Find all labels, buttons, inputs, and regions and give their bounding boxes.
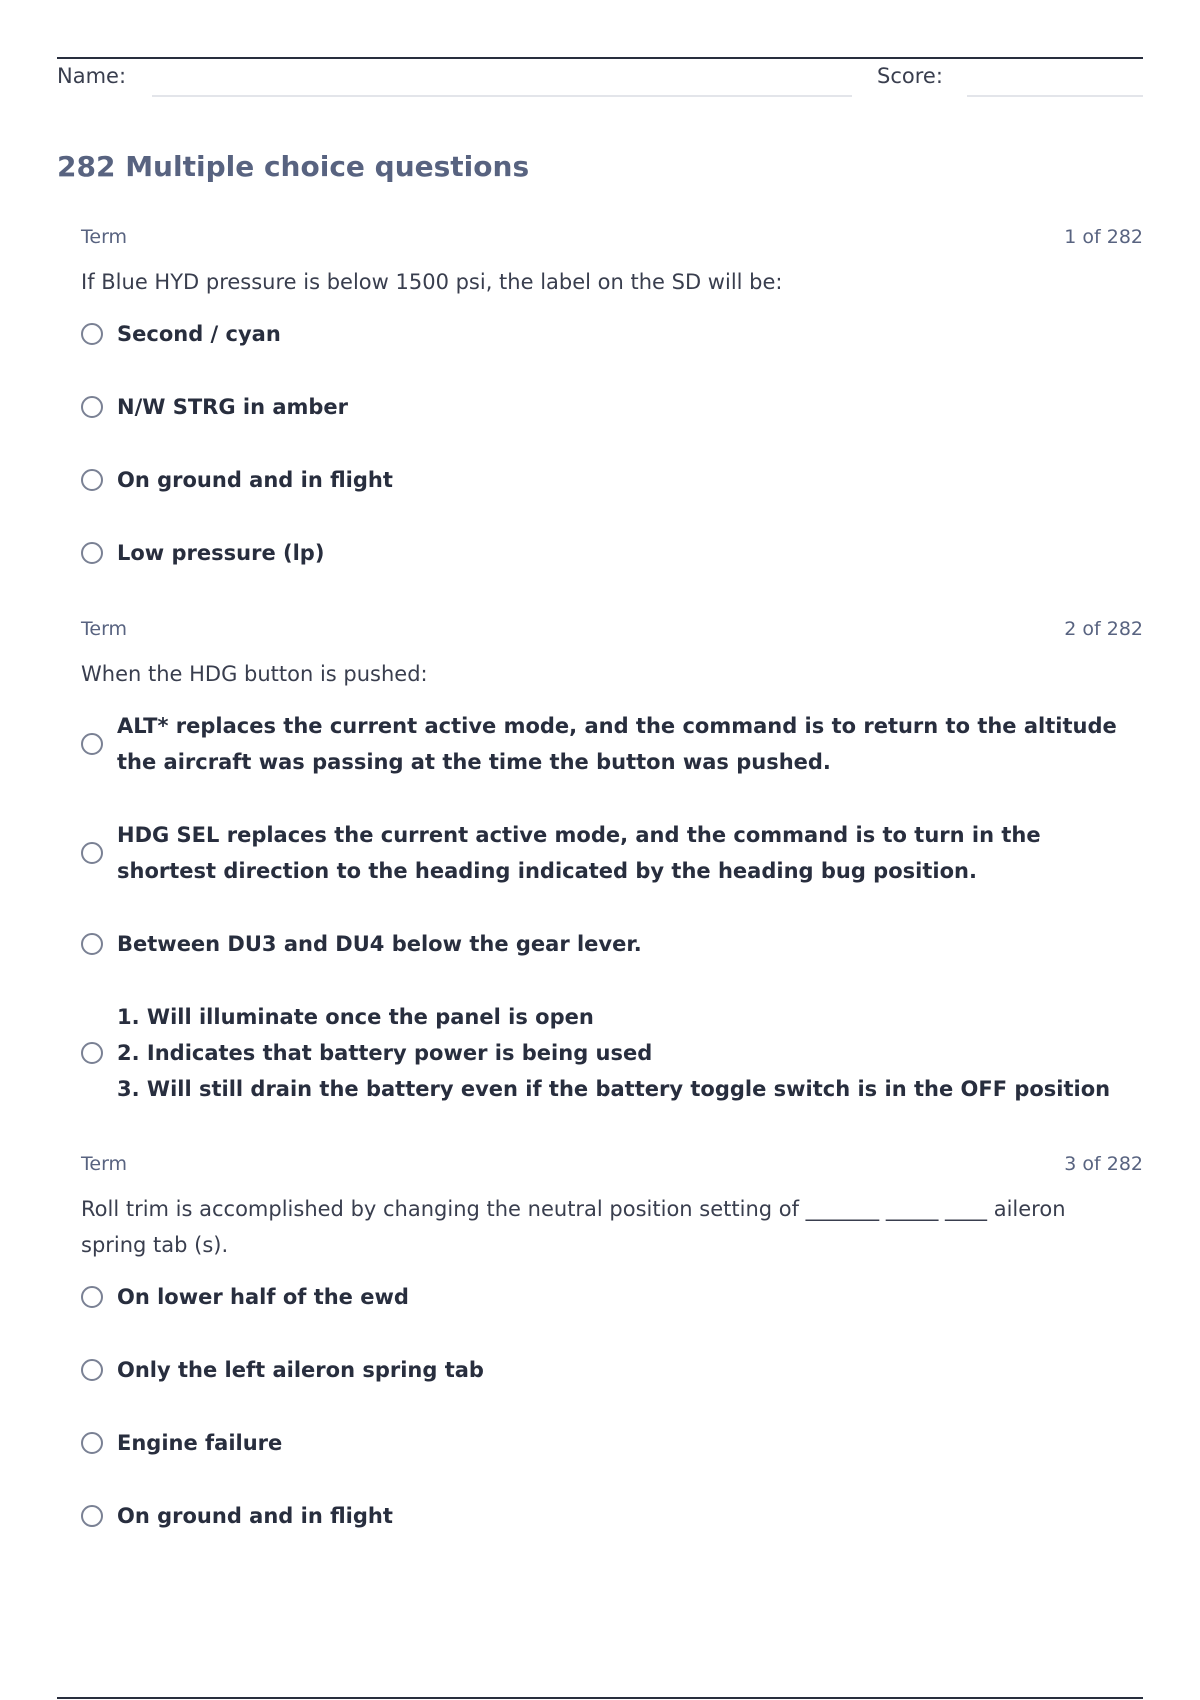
question-1 — [81, 226, 1143, 571]
question-count: 3 of 282 — [1064, 1153, 1143, 1175]
question-3 — [81, 1153, 1143, 1534]
option-list — [81, 1279, 1143, 1534]
radio-button[interactable] — [81, 323, 103, 345]
option-label: Between DU3 and DU4 below the gear lever. — [117, 932, 642, 956]
radio-button[interactable] — [81, 1286, 103, 1308]
option-label: On lower half of the ewd — [117, 1285, 409, 1309]
question-2 — [81, 618, 1143, 1107]
option-list — [81, 316, 1143, 571]
page-title: 282 Multiple choice questions — [57, 150, 530, 183]
option[interactable] — [81, 462, 1143, 498]
option-label: On ground and in flight — [117, 468, 393, 492]
term-label: Term — [81, 1153, 128, 1175]
option[interactable] — [81, 999, 1143, 1107]
option[interactable] — [81, 708, 1143, 780]
top-rule — [57, 57, 1143, 59]
radio-button[interactable] — [81, 396, 103, 418]
option-label: Second / cyan — [117, 322, 281, 346]
option-label: HDG SEL replaces the current active mode, and the command is to turn in the shortest direction to the heading indicated by the heading bug position. — [117, 823, 1041, 883]
radio-button[interactable] — [81, 1432, 103, 1454]
option[interactable] — [81, 316, 1143, 352]
radio-button[interactable] — [81, 933, 103, 955]
question-header — [81, 618, 1143, 644]
term-label: Term — [81, 618, 128, 640]
radio-button[interactable] — [81, 1359, 103, 1381]
option[interactable] — [81, 817, 1143, 889]
option[interactable] — [81, 1279, 1143, 1315]
option-label: Low pressure (lp) — [117, 541, 325, 565]
option[interactable] — [81, 926, 1143, 962]
radio-button[interactable] — [81, 542, 103, 564]
option[interactable] — [81, 1425, 1143, 1461]
bottom-rule — [57, 1697, 1143, 1699]
name-field[interactable] — [152, 95, 852, 97]
option-label: Engine failure — [117, 1431, 283, 1455]
question-count: 1 of 282 — [1064, 226, 1143, 248]
header-row — [57, 64, 1143, 98]
question-prompt: When the HDG button is pushed: — [81, 662, 428, 686]
option[interactable] — [81, 1498, 1143, 1534]
option-list — [81, 708, 1143, 1107]
question-header — [81, 226, 1143, 252]
question-prompt: If Blue HYD pressure is below 1500 psi, the label on the SD will be: — [81, 270, 783, 294]
radio-button[interactable] — [81, 733, 103, 755]
option[interactable] — [81, 389, 1143, 425]
question-header — [81, 1153, 1143, 1179]
option[interactable] — [81, 1352, 1143, 1388]
option-label: N/W STRG in amber — [117, 395, 349, 419]
name-label: Name: — [57, 64, 127, 88]
question-prompt: Roll trim is accomplished by changing the neutral position setting of _______ _____ ____ aileron spring tab (s). — [81, 1197, 1066, 1257]
question-count: 2 of 282 — [1064, 618, 1143, 640]
radio-button[interactable] — [81, 1042, 103, 1064]
option-label: 1. Will illuminate once the panel is open 2. Indicates that battery power is being used 3. Will still drain the battery even if the battery toggle switch is in the OFF position — [117, 1005, 1111, 1101]
radio-button[interactable] — [81, 469, 103, 491]
score-label: Score: — [877, 64, 943, 88]
radio-button[interactable] — [81, 1505, 103, 1527]
score-field[interactable] — [967, 95, 1143, 97]
term-label: Term — [81, 226, 128, 248]
option-label: Only the left aileron spring tab — [117, 1358, 484, 1382]
option-label: ALT* replaces the current active mode, and the command is to return to the altitude the aircraft was passing at the time the button was pushed. — [117, 714, 1117, 774]
option[interactable] — [81, 535, 1143, 571]
radio-button[interactable] — [81, 842, 103, 864]
option-label: On ground and in flight — [117, 1504, 393, 1528]
